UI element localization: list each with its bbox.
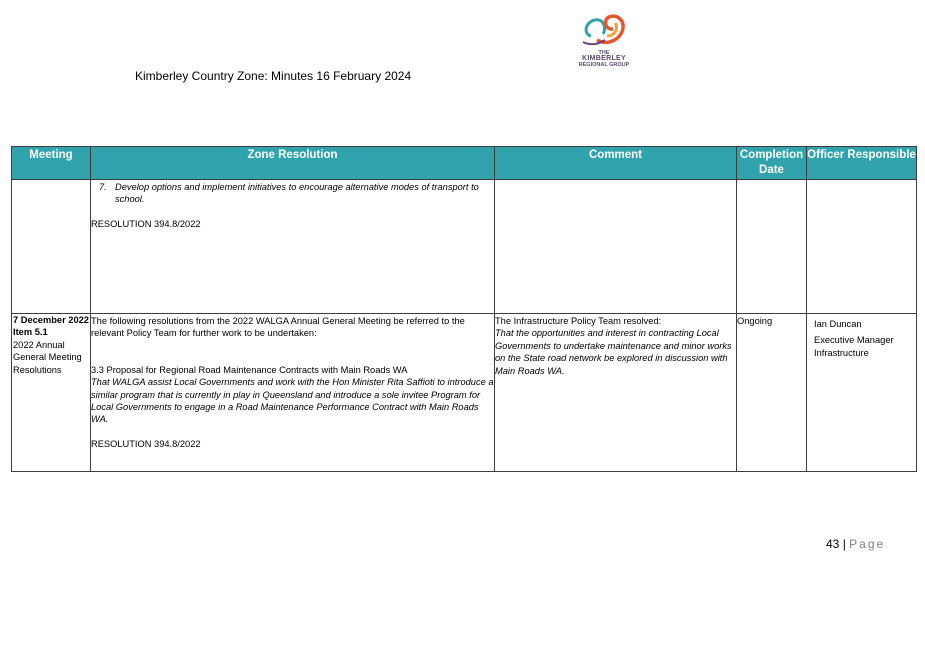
completion-date-cell [737, 180, 807, 314]
meeting-description: 2022 Annual General Meeting Resolutions [13, 339, 82, 375]
logo-wordmark: THE KIMBERLEY REGIONAL GROUP [578, 50, 630, 68]
meeting-cell [12, 314, 91, 472]
completion-date-cell [737, 314, 807, 472]
column-header-completion-date: Completion Date [737, 147, 807, 180]
resolution-number: RESOLUTION 394.8/2022 [91, 218, 201, 229]
table-row [12, 180, 917, 314]
officer-title: Executive Manager Infrastructure [814, 335, 894, 358]
column-header-comment: Comment [495, 147, 737, 180]
comment-intro: The Infrastructure Policy Team resolved: [495, 316, 662, 326]
column-header-zone-resolution: Zone Resolution [91, 147, 495, 180]
officer-cell [807, 314, 917, 472]
officer-name: Ian Duncan [814, 319, 862, 329]
page-number-value: 43 [826, 537, 840, 551]
resolutions-table [11, 146, 917, 472]
meeting-date: 7 December 2022 [13, 315, 89, 325]
completion-status: Ongoing [737, 316, 773, 326]
page-number [826, 537, 885, 551]
table-header-row [12, 147, 917, 180]
list-item-number: 7. [99, 182, 107, 192]
page-title: Kimberley Country Zone: Minutes 16 February 2024 [135, 69, 412, 83]
zone-resolution-cell [91, 314, 495, 472]
proposal-heading: 3.3 Proposal for Regional Road Maintenance Contracts with Main Roads WA [91, 364, 408, 375]
resolution-number: RESOLUTION 394.8/2022 [91, 438, 201, 449]
meeting-cell [12, 180, 91, 314]
page-label: Page [849, 537, 886, 551]
column-header-meeting: Meeting [12, 147, 91, 180]
officer-cell [807, 180, 917, 314]
page-number-separator: | [842, 537, 846, 551]
table-row [12, 314, 917, 472]
resolution-intro: The following resolutions from the 2022 WALGA Annual General Meeting be referred to the relevant Policy Team for further work to be undertaken: [91, 316, 465, 339]
resolution-list-item [91, 181, 494, 206]
meeting-item: Item 5.1 [13, 327, 48, 338]
proposal-text: That WALGA assist Local Governments and work with the Hon Minister Rita Saffioti to introduce a similar program that is currently in play in Queensland and introduce a sole invitee Program for Local Governments to engage in a Road Maintenance Performance Contract with Main Roads WA. [91, 377, 494, 425]
zone-resolution-cell [91, 180, 495, 314]
column-header-officer-responsible: Officer Responsible [807, 147, 917, 180]
comment-cell [495, 314, 737, 472]
comment-text: That the opportunities and interest in contracting Local Governments to undertake maintenance and minor works on the State road network be explored in discussion with Main Roads WA. [495, 328, 732, 376]
list-item-text: Develop options and implement initiatives to encourage alternative modes of transport to school. [115, 182, 479, 205]
comment-cell [495, 180, 737, 314]
